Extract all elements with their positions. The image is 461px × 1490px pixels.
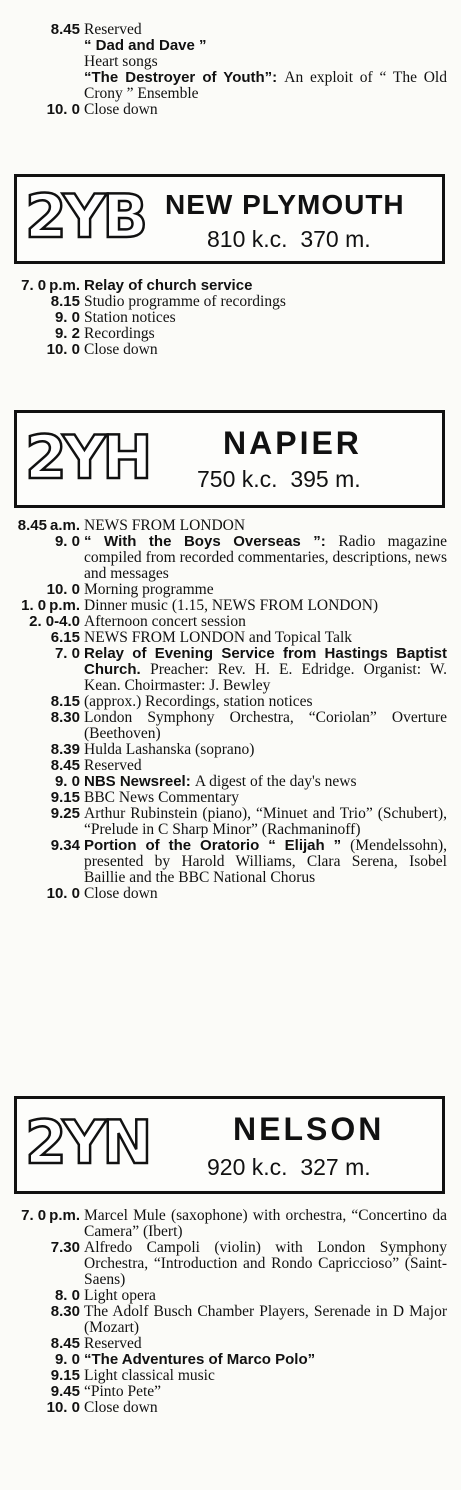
programme-entry	[0, 70, 461, 102]
programme-time	[0, 806, 84, 822]
station-banner-2yb	[14, 174, 445, 264]
programme-entry	[0, 1352, 461, 1368]
programme-description	[84, 1288, 461, 1304]
programme-text: Close down	[84, 1399, 158, 1416]
programme-time-value: 8.39	[50, 741, 80, 758]
programme-time-value: 9. 2	[54, 325, 80, 342]
programme-entry	[0, 278, 461, 294]
programme-time-value: 8.15	[50, 293, 80, 310]
programme-entry	[0, 838, 461, 886]
programme-description	[84, 342, 461, 358]
programme-description	[84, 742, 461, 758]
programme-time-value: 2. 0-4.0	[29, 613, 80, 630]
programme-entry	[0, 310, 461, 326]
programme-description	[84, 1352, 461, 1368]
programme-description	[84, 694, 461, 710]
programme-time	[0, 1240, 84, 1256]
programme-time	[0, 1368, 84, 1384]
programme-entry	[0, 774, 461, 790]
programme-text: Heart songs	[84, 53, 158, 70]
programme-description	[84, 1336, 461, 1352]
programme-text: Light opera	[84, 1287, 156, 1304]
programme-description	[84, 646, 461, 694]
programme-time	[0, 886, 84, 902]
programme-time-value: 10. 0	[46, 581, 80, 598]
programme-description	[84, 806, 461, 838]
programme-description	[84, 790, 461, 806]
programme-entry	[0, 886, 461, 902]
station-banner-2yn	[14, 1096, 445, 1194]
station-callsign: 2YB	[25, 182, 144, 252]
programme-entry	[0, 1400, 461, 1416]
programme-time	[0, 646, 84, 662]
programme-entry	[0, 326, 461, 342]
programme-text: An exploit of “ The Old Crony ” Ensemble	[84, 69, 447, 102]
programme-text: Preacher: Rev. H. E. Edridge. Organist: W. Kean. Choirmaster: J. Bewley	[84, 661, 447, 694]
programme-description	[84, 614, 461, 630]
programme-entry	[0, 1304, 461, 1336]
programme-description	[84, 534, 461, 582]
programme-time-value: 6.15	[50, 629, 80, 646]
programme-description	[84, 22, 461, 38]
programme-list-2yh	[0, 518, 461, 902]
station-frequency: 810 k.c. 370 m.	[207, 226, 371, 252]
programme-entry	[0, 646, 461, 694]
programme-list-2yb	[0, 278, 461, 358]
programme-entry	[0, 54, 461, 70]
station-callsign: 2YN	[25, 1108, 149, 1178]
programme-time-value: 7.30	[50, 1239, 80, 1256]
programme-entry	[0, 1240, 461, 1288]
programme-text: Dinner music (1.15, NEWS FROM LONDON)	[84, 597, 379, 614]
programme-text: Studio programme of recordings	[84, 293, 286, 310]
station-callsign: 2YH	[25, 423, 149, 493]
programme-time	[0, 1304, 84, 1320]
programme-time-suffix: p.m.	[49, 277, 80, 294]
programme-list-2yn	[0, 1208, 461, 1416]
intro-listing	[0, 22, 461, 118]
programme-text: Light classical music	[84, 1367, 215, 1384]
programme-description	[84, 1304, 461, 1336]
programme-entry	[0, 598, 461, 614]
programme-entry	[0, 518, 461, 534]
programme-text: Reserved	[84, 1335, 142, 1352]
programme-description	[84, 758, 461, 774]
programme-text: Reserved	[84, 21, 142, 38]
programme-time-value: 9.25	[50, 805, 80, 822]
programme-time-value: 9.15	[50, 789, 80, 806]
programme-time	[0, 1208, 84, 1224]
programme-entry	[0, 582, 461, 598]
programme-description	[84, 774, 461, 790]
programme-text: Reserved	[84, 757, 142, 774]
programme-description	[84, 102, 461, 118]
programme-time-suffix: a.m.	[49, 517, 80, 534]
programme-text: Station notices	[84, 309, 176, 326]
programme-text: Morning programme	[84, 581, 214, 598]
station-banner-2yh	[14, 410, 445, 508]
programme-title: Relay of church service	[84, 277, 253, 294]
programme-entry	[0, 710, 461, 742]
programme-time-value: 9.15	[50, 1367, 80, 1384]
programme-description	[84, 310, 461, 326]
station-frequency: 920 k.c. 327 m.	[207, 1154, 371, 1180]
programme-title: Portion of the Oratorio “ Elijah ”	[84, 837, 351, 854]
programme-time	[0, 710, 84, 726]
programme-text: Serenade in D Major (Mozart)	[84, 1303, 447, 1336]
programme-time-value: 10. 0	[46, 341, 80, 358]
programme-time-value: 8.45	[50, 1335, 80, 1352]
programme-entry	[0, 102, 461, 118]
programme-entry	[0, 534, 461, 582]
station-city: NELSON	[233, 1111, 385, 1147]
programme-time	[0, 1384, 84, 1400]
programme-description	[84, 582, 461, 598]
programme-time-value: 9. 0	[54, 533, 80, 550]
programme-time-value: 7. 0	[21, 277, 47, 294]
programme-description	[84, 838, 461, 886]
programme-time	[0, 598, 84, 614]
programme-text: The Adolf Busch Chamber Players,	[84, 1303, 314, 1320]
programme-time	[0, 758, 84, 774]
programme-time	[0, 534, 84, 550]
programme-text: NEWS FROM LONDON	[84, 517, 246, 534]
programme-text: Close down	[84, 101, 158, 118]
programme-entry	[0, 806, 461, 838]
programme-description	[84, 294, 461, 310]
programme-entry	[0, 294, 461, 310]
programme-time	[0, 102, 84, 118]
programme-time	[0, 342, 84, 358]
programme-description	[84, 886, 461, 902]
programme-entry	[0, 1384, 461, 1400]
station-city: NEW PLYMOUTH	[165, 189, 405, 220]
programme-text: London Symphony Orchestra, “Coriolan” Overture (Beethoven)	[84, 709, 447, 742]
programme-time	[0, 278, 84, 294]
programme-time	[0, 22, 84, 38]
programme-entry	[0, 790, 461, 806]
programme-description	[84, 38, 461, 54]
programme-time-value: 8. 0	[54, 1287, 80, 1304]
station-city: NAPIER	[223, 425, 362, 461]
programme-time-value: 9. 0	[54, 773, 80, 790]
programme-description	[84, 278, 461, 294]
programme-description	[84, 326, 461, 342]
programme-description	[84, 1400, 461, 1416]
programme-text: Close down	[84, 885, 158, 902]
programme-title: “ Dad and Dave ”	[84, 37, 207, 54]
programme-time	[0, 1336, 84, 1352]
programme-entry	[0, 38, 461, 54]
programme-time	[0, 774, 84, 790]
programme-time	[0, 1352, 84, 1368]
programme-text: Close down	[84, 341, 158, 358]
programme-time-suffix: p.m.	[49, 1207, 80, 1224]
programme-text: Radio magazine compiled from recorded commentaries, descriptions, news and messages	[84, 533, 447, 582]
programme-entry	[0, 1288, 461, 1304]
programme-entry	[0, 1336, 461, 1352]
programme-time-value: 9.34	[50, 837, 80, 854]
programme-description	[84, 54, 461, 70]
programme-description	[84, 518, 461, 534]
programme-time-value: 8.45	[50, 757, 80, 774]
programme-description	[84, 630, 461, 646]
programme-time	[0, 326, 84, 342]
programme-time	[0, 294, 84, 310]
programme-time-value: 9.45	[50, 1383, 80, 1400]
programme-time-value: 9. 0	[54, 1351, 80, 1368]
programme-time	[0, 694, 84, 710]
programme-title: “The Destroyer of Youth”:	[84, 69, 285, 86]
programme-text: Alfredo Campoli (violin) with London Symphony Orchestra, “Introduction and Rondo Capriccioso” (Saint-Saens)	[84, 1239, 447, 1288]
programme-time	[0, 838, 84, 854]
programme-entry	[0, 1208, 461, 1240]
programme-description	[84, 1384, 461, 1400]
programme-text: (approx.) Recordings, station notices	[84, 693, 313, 710]
programme-time	[0, 518, 84, 534]
programme-description	[84, 710, 461, 742]
programme-text: Recordings	[84, 325, 155, 342]
programme-time-value: 8.30	[50, 709, 80, 726]
programme-entry	[0, 758, 461, 774]
programme-description	[84, 1208, 461, 1240]
programme-title: “The Adventures of Marco Polo”	[84, 1351, 316, 1368]
programme-text: (Mendelssohn), presented by Harold Williams, Clara Serena, Isobel Baillie and the BBC National Chorus	[84, 837, 447, 886]
programme-time-value: 8.45	[50, 21, 80, 38]
programme-description	[84, 598, 461, 614]
programme-time	[0, 790, 84, 806]
programme-time-value: 10. 0	[46, 101, 80, 118]
programme-entry	[0, 630, 461, 646]
programme-time	[0, 310, 84, 326]
programme-title: NBS Newsreel:	[84, 773, 195, 790]
programme-entry	[0, 694, 461, 710]
programme-time	[0, 614, 84, 630]
programme-text: “Pinto Pete”	[84, 1383, 162, 1400]
station-frequency: 750 k.c. 395 m.	[197, 466, 361, 492]
programme-entry	[0, 614, 461, 630]
programme-text: Marcel Mule (saxophone) with orchestra, “Concertino da Camera” (Ibert)	[84, 1207, 447, 1240]
programme-time-value: 1. 0	[21, 597, 47, 614]
programme-title: Relay of Evening Service from Hastings Baptist Church.	[84, 645, 447, 678]
programme-title: “ With the Boys Overseas ”:	[84, 533, 339, 550]
programme-entry	[0, 22, 461, 38]
programme-time-suffix: p.m.	[49, 597, 80, 614]
programme-text: A digest of the day's news	[194, 773, 357, 790]
programme-text: Afternoon concert session	[84, 613, 246, 630]
programme-time-value: 8.45	[17, 517, 47, 534]
programme-text: BBC News Commentary	[84, 789, 239, 806]
programme-entry	[0, 342, 461, 358]
programme-time	[0, 582, 84, 598]
programme-time-value: 7. 0	[54, 645, 80, 662]
programme-description	[84, 1240, 461, 1288]
programme-entry	[0, 742, 461, 758]
programme-time	[0, 742, 84, 758]
programme-time-value: 10. 0	[46, 1399, 80, 1416]
programme-time-value: 8.15	[50, 693, 80, 710]
programme-entry	[0, 1368, 461, 1384]
programme-text: Arthur Rubinstein (piano), “Minuet and Trio” (Schubert), “Prelude in C Sharp Minor” (Rachmaninoff)	[84, 805, 447, 838]
programme-time	[0, 1288, 84, 1304]
programme-time-value: 10. 0	[46, 885, 80, 902]
programme-text: Hulda Lashanska (soprano)	[84, 741, 255, 758]
programme-description	[84, 70, 461, 102]
programme-time-value: 7. 0	[21, 1207, 47, 1224]
programme-time	[0, 630, 84, 646]
programme-time	[0, 1400, 84, 1416]
programme-time-value: 8.30	[50, 1303, 80, 1320]
programme-time-value: 9. 0	[54, 309, 80, 326]
programme-description	[84, 1368, 461, 1384]
programme-text: NEWS FROM LONDON and Topical Talk	[84, 629, 353, 646]
